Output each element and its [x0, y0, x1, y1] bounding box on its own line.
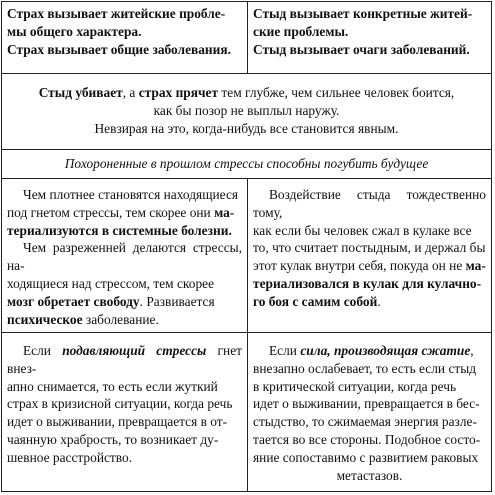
release-line-1-a: Если [23, 343, 63, 358]
stress-line-7-text: заболевание. [82, 311, 159, 327]
shame-block-line-4-text: этот кулак внутри себя, покуда он не [253, 258, 466, 274]
release-line-3: страх в кризисной ситуации, когда речь [7, 396, 233, 412]
release-line-2: апно снимается, то есть если жуткий [7, 378, 218, 394]
cell-shame-right [248, 179, 491, 332]
compress-line-1 [253, 342, 486, 360]
middle-line-2: как бы позор не выплыл наружу. [153, 102, 340, 118]
cell-fear-top [2, 2, 248, 73]
cell-italic [2, 150, 491, 178]
shame-block-line-4-bold: ма- [465, 258, 486, 274]
table-row-blocks [2, 179, 491, 333]
middle-rest: тем глубже, чем сильнее человек боится, [218, 85, 455, 100]
shame-block-line-5: териализовался в кулак для кулачно- [253, 275, 482, 291]
shame-block-line-6 [253, 293, 486, 311]
fear-line-1: Страх вызывает житейские пробле- [7, 6, 226, 21]
table-row-middle [2, 74, 491, 150]
middle-line-3: Невзирая на это, когда-нибудь все становится явным. [94, 120, 399, 136]
cell-release-right [248, 333, 491, 491]
italic-heading: Похороненные в прошлом стрессы способны погубить будущее [64, 156, 429, 171]
release-line-6: шевное расстройство. [7, 449, 133, 465]
release-line-1-c: гнет внез- [7, 343, 242, 376]
shame-block-line-6-text: . [377, 293, 381, 309]
compress-line-2: внезапно ослабевает, то есть если стыд [253, 360, 477, 376]
cell-stress-left [2, 179, 248, 332]
shame-kills: Стыд убивает [38, 85, 123, 100]
release-line-4: идет о выживании, превращается в от- [7, 414, 228, 430]
cell-release-left [2, 333, 248, 491]
release-line-5: чаянную храбрость, то возникает ду- [7, 431, 219, 447]
compress-line-1-c: , [470, 343, 474, 358]
middle-line-1 [7, 84, 486, 102]
stress-line-2-bold: ма- [214, 204, 235, 220]
table-row-bottom [2, 333, 491, 491]
shame-line-2: ские проблемы. [253, 23, 349, 39]
shame-line-3: Стыд вызывает очаги заболеваний. [253, 41, 470, 57]
compress-line-1-a: Если [269, 343, 301, 358]
stress-line-2 [7, 204, 242, 222]
fear-line-3: Страх вызывает общие заболевания. [7, 41, 231, 57]
shame-block-line-3: то, что считает постыдным, и держал бы [253, 240, 486, 256]
stress-line-5: ходящиеся над стрессом, тем скорее [7, 275, 215, 291]
comparison-table [1, 1, 492, 492]
compress-line-4: идет о выживании, превращается в бес- [253, 396, 480, 412]
table-row-italic [2, 150, 491, 179]
stress-line-3: териализуются в системные болезни. [7, 222, 232, 238]
cell-shame-top [248, 2, 491, 73]
stress-line-6 [7, 293, 242, 311]
compress-line-1-bi: сила, производящая сжатие [300, 343, 471, 358]
stress-line-4: Чем разреженней делаются стрессы, на- [7, 240, 242, 274]
shame-block-line-4 [253, 257, 486, 275]
release-line-1-bi: подавляющий стрессы [62, 343, 207, 358]
table-row-top [2, 2, 491, 74]
stress-line-6-bold: мозг обретает свободу [7, 293, 140, 309]
shame-block-line-1: Воздействие стыда тождественно тому, [253, 187, 486, 220]
shame-block-line-2: как если бы человек сжал в кулаке все [253, 222, 472, 238]
compress-line-6: тается во все стороны. Подобное состо- [253, 431, 481, 447]
compress-line-8: метастазов. [336, 467, 403, 483]
fear-hides: страх прячет [138, 85, 219, 100]
shame-block-line-6-bold: го боя с самим собой [253, 293, 378, 309]
fear-line-2: мы общего характера. [7, 23, 142, 39]
stress-line-7 [7, 311, 242, 329]
release-line-1 [7, 342, 242, 378]
compress-line-3: в критической ситуации, когда речь [253, 378, 457, 394]
stress-line-6-text: . Развивается [139, 293, 215, 309]
compress-line-7: яние сопоставимо с развитием раковых [253, 449, 479, 465]
middle-sep: , а [122, 85, 139, 100]
stress-line-1: Чем плотнее становятся находящиеся [23, 187, 239, 202]
cell-middle [2, 74, 491, 149]
stress-line-7-bold: психическое [7, 311, 83, 327]
shame-line-1: Стыд вызывает конкретные житей- [253, 6, 473, 21]
stress-line-2-text: под гнетом стрессы, тем скорее они [7, 204, 215, 220]
compress-line-5: стыдство, то сжимаемая энергия разле- [253, 414, 477, 430]
